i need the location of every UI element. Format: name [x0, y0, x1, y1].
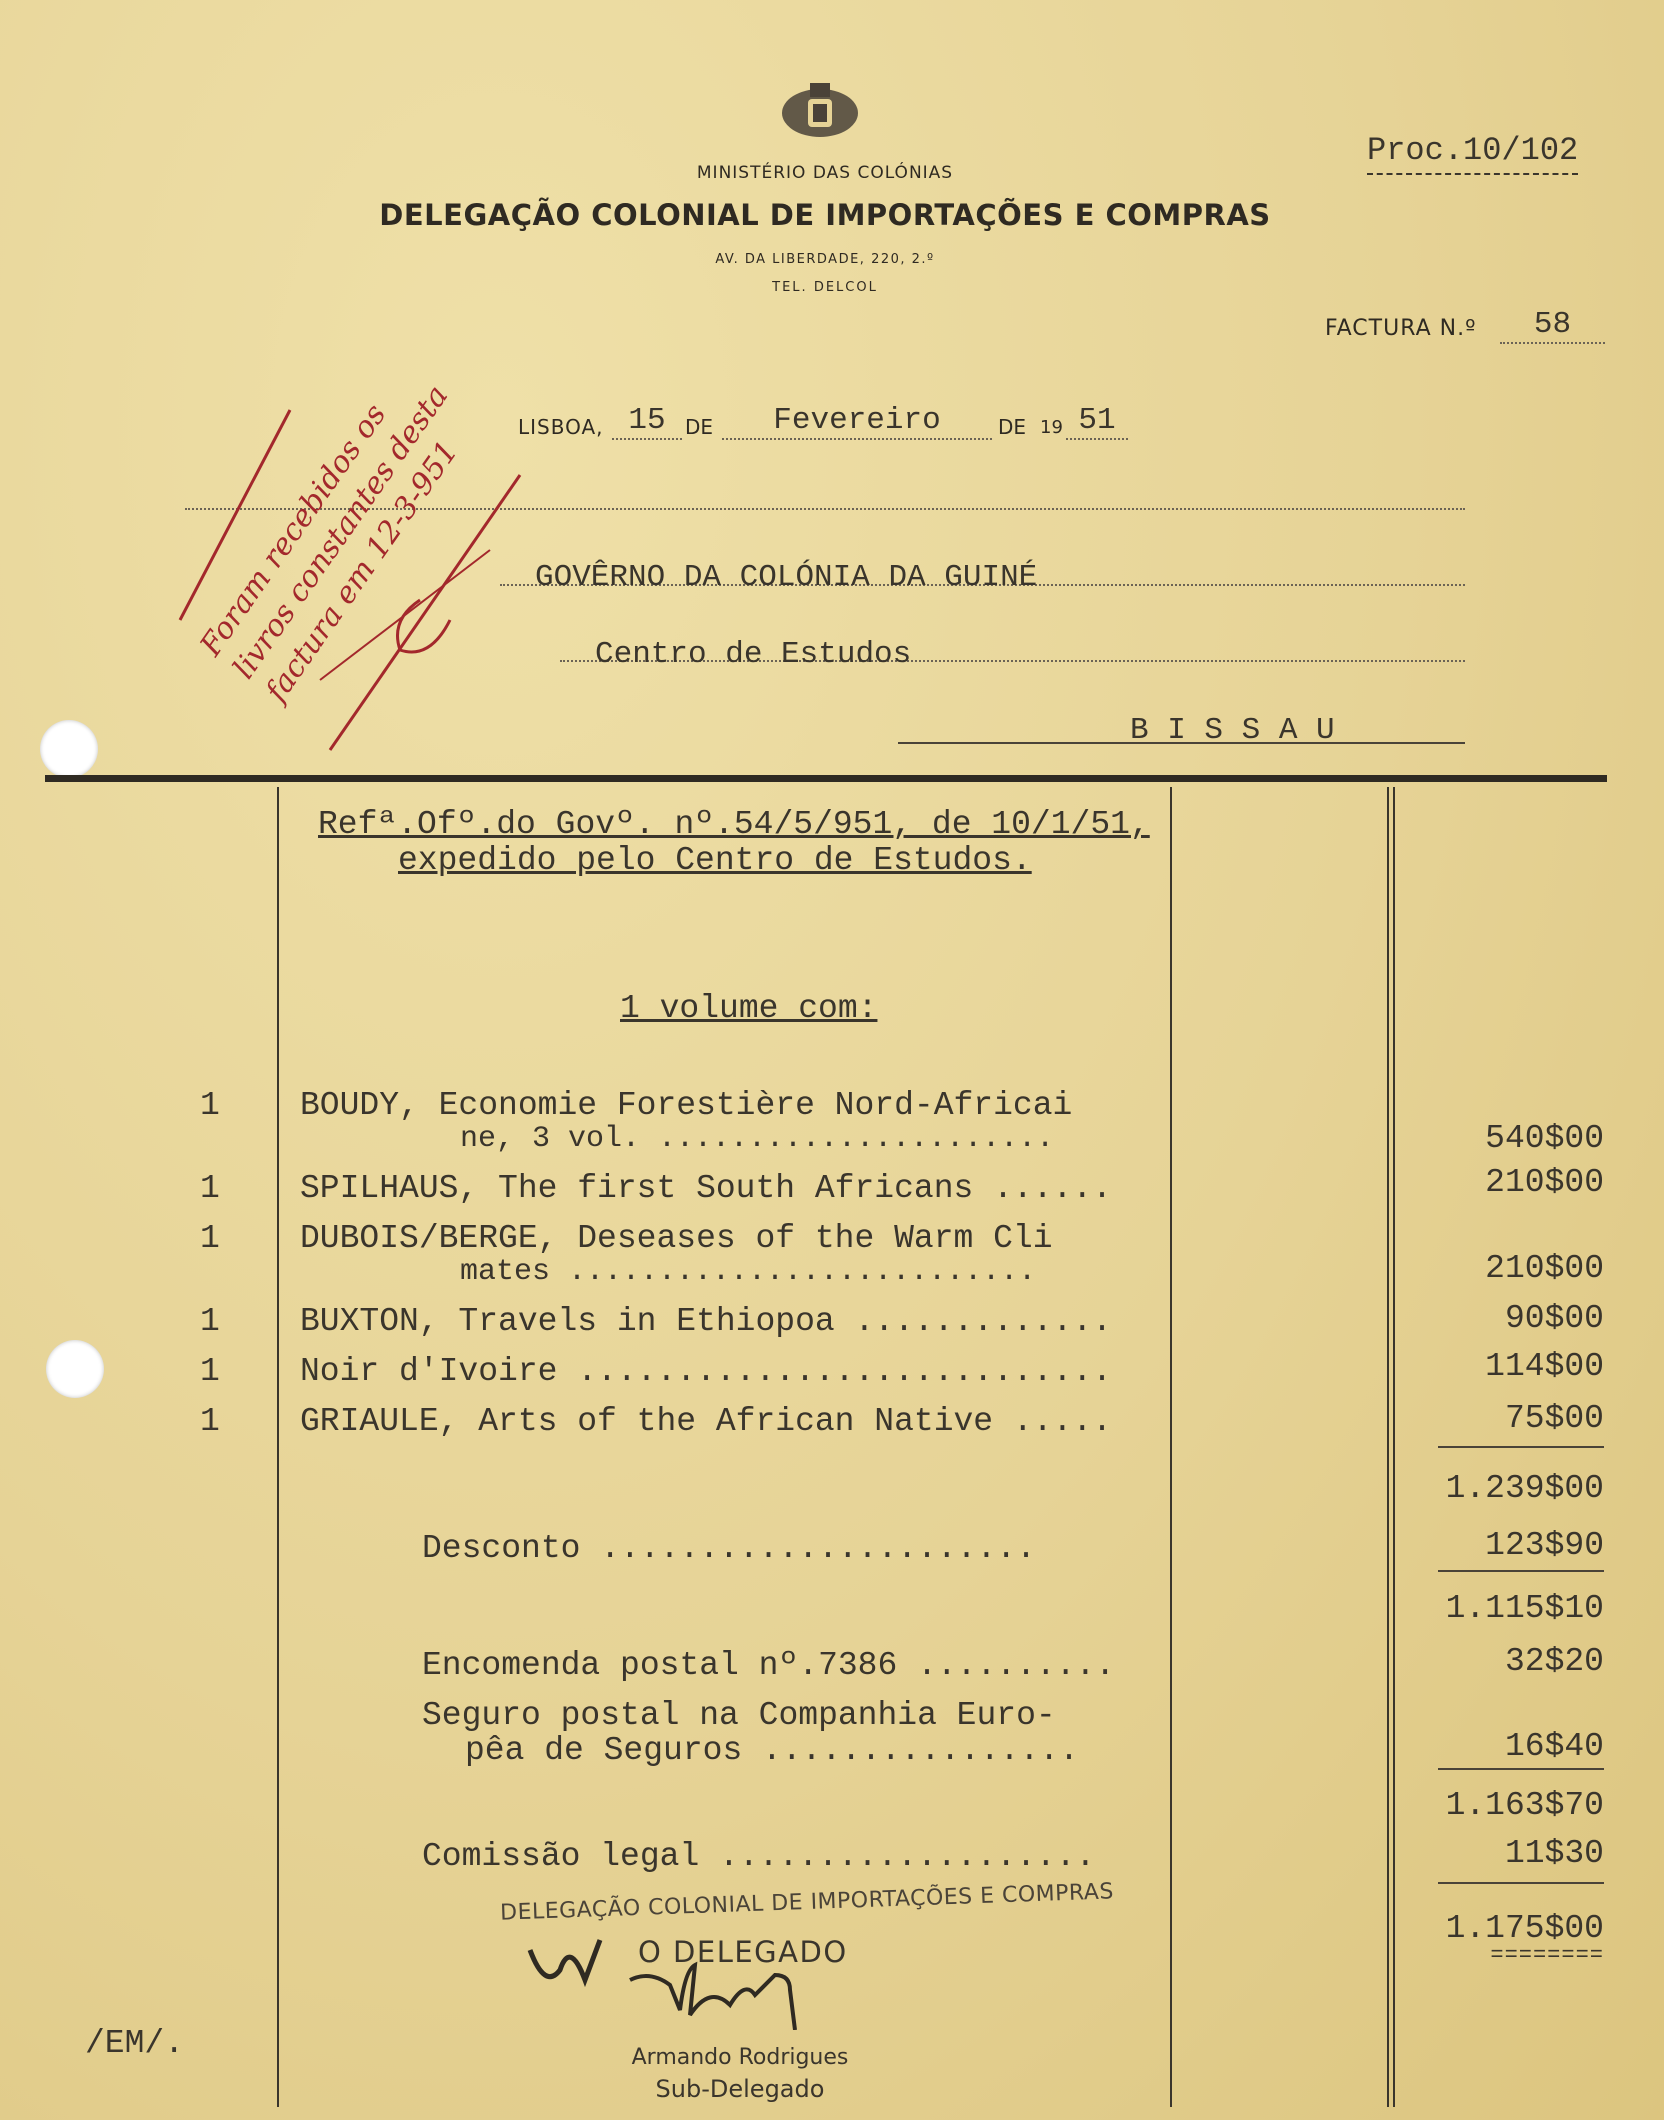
- item-qty: 1: [200, 1087, 220, 1124]
- address: AV. DA LIBERDADE, 220, 2.º: [715, 252, 935, 267]
- item-amount: 210$00: [1485, 1250, 1604, 1287]
- item-description: BOUDY, Economie Forestière Nord-Africai: [300, 1087, 1073, 1124]
- date-city: LISBOA,: [518, 415, 604, 439]
- discount-label: Desconto ......................: [422, 1530, 1036, 1567]
- grand-total-double-rule: ========: [1490, 1943, 1604, 1968]
- punch-hole-top: [40, 720, 98, 778]
- item-amount: 90$00: [1504, 1300, 1604, 1337]
- subtotal-rule: [1438, 1570, 1604, 1572]
- subtotal-rule: [1438, 1446, 1604, 1448]
- header-separator: [45, 775, 1607, 782]
- item-description: Noir d'Ivoire ...........................: [300, 1353, 1112, 1390]
- table-left-rule: [277, 787, 279, 2107]
- item-qty: 1: [200, 1353, 220, 1390]
- process-number: Proc.10/102: [1367, 132, 1578, 175]
- handwritten-receipt-note: [170, 300, 530, 760]
- date-de-2: DE: [998, 415, 1027, 439]
- item-amount: 75$00: [1504, 1400, 1604, 1437]
- item-description: BUXTON, Travels in Ethiopoa .............: [300, 1303, 1112, 1340]
- item-description: SPILHAUS, The first South Africans ......: [300, 1170, 1112, 1207]
- item-description-cont: mates ..........................: [460, 1255, 1037, 1289]
- item-qty: 1: [200, 1303, 220, 1340]
- signature: [520, 1910, 900, 2030]
- table-mid-rule: [1170, 787, 1172, 2107]
- item-amount: 114$00: [1485, 1348, 1604, 1385]
- subtotal-2: 1.115$10: [1445, 1590, 1604, 1627]
- item-qty: 1: [200, 1220, 220, 1257]
- signatory-name: Armando Rodrigues: [631, 2045, 849, 2070]
- item-description-cont: ne, 3 vol. ......................: [460, 1122, 1055, 1156]
- grand-total: 1.175$00: [1445, 1910, 1604, 1947]
- coat-of-arms-icon: [775, 75, 865, 145]
- volume-header: 1 volume com:: [620, 990, 878, 1027]
- date-month: Fevereiro: [722, 403, 992, 440]
- insurance-label-2: pêa de Seguros ................: [465, 1732, 1079, 1769]
- ministry-title: MINISTÉRIO DAS COLÓNIAS: [696, 163, 954, 183]
- date-year-prefix: 19: [1040, 417, 1063, 438]
- typist-reference: /EM/.: [85, 2025, 185, 2062]
- item-amount: 210$00: [1485, 1164, 1604, 1201]
- item-qty: 1: [200, 1170, 220, 1207]
- table-amount-rule-2: [1393, 787, 1395, 2107]
- stamp-organization: DELEGAÇÃO COLONIAL DE IMPORTAÇÕES E COMPRAS: [499, 1879, 1115, 1926]
- item-description: DUBOIS/BERGE, Deseases of the Warm Cli: [300, 1220, 1053, 1257]
- recipient-line-2: Centro de Estudos: [595, 637, 912, 672]
- stamp-role: O DELEGADO: [638, 1935, 848, 1969]
- handwritten-note-text: Foram recebidos os livros constantes desta factura em 12-3-951: [193, 379, 466, 709]
- signatory-title: Sub-Delegado: [655, 2075, 825, 2103]
- subtotal-rule: [1438, 1882, 1604, 1884]
- date-de-1: DE: [685, 415, 714, 439]
- item-qty: 1: [200, 1403, 220, 1440]
- postal-label: Encomenda postal nº.7386 ..........: [422, 1647, 1116, 1684]
- item-description: GRIAULE, Arts of the African Native .....: [300, 1403, 1112, 1440]
- punch-hole-bottom: [46, 1340, 104, 1398]
- invoice-number-label: FACTURA N.º: [1325, 316, 1477, 341]
- subtotal-3: 1.163$70: [1445, 1787, 1604, 1824]
- telephone: TEL. DELCOL: [772, 280, 878, 295]
- recipient-line-3: B I S S A U: [1130, 713, 1335, 748]
- reference-line-1: Refª.Ofº.do Govº. nº.54/5/951, de 10/1/51,: [318, 806, 1150, 843]
- commission-label: Comissão legal ...................: [422, 1838, 1096, 1875]
- item-amount: 540$00: [1485, 1120, 1604, 1157]
- date-day: 15: [612, 403, 682, 440]
- postal-amount: 32$20: [1504, 1643, 1604, 1680]
- invoice-number: 58: [1500, 307, 1605, 344]
- organization-title: DELEGAÇÃO COLONIAL DE IMPORTAÇÕES E COMPRAS: [379, 198, 1271, 232]
- date-year: 51: [1066, 403, 1128, 440]
- table-amount-rule-1: [1387, 787, 1389, 2107]
- insurance-label-1: Seguro postal na Companhia Euro-: [422, 1697, 1056, 1734]
- recipient-line-1: GOVÊRNO DA COLÓNIA DA GUINÉ: [535, 560, 1038, 595]
- reference-line-2: expedido pelo Centro de Estudos.: [398, 842, 1032, 879]
- subtotal-rule: [1438, 1768, 1604, 1770]
- discount-amount: 123$90: [1485, 1527, 1604, 1564]
- subtotal-1: 1.239$00: [1445, 1470, 1604, 1507]
- insurance-amount: 16$40: [1504, 1728, 1604, 1765]
- commission-amount: 11$30: [1504, 1835, 1604, 1872]
